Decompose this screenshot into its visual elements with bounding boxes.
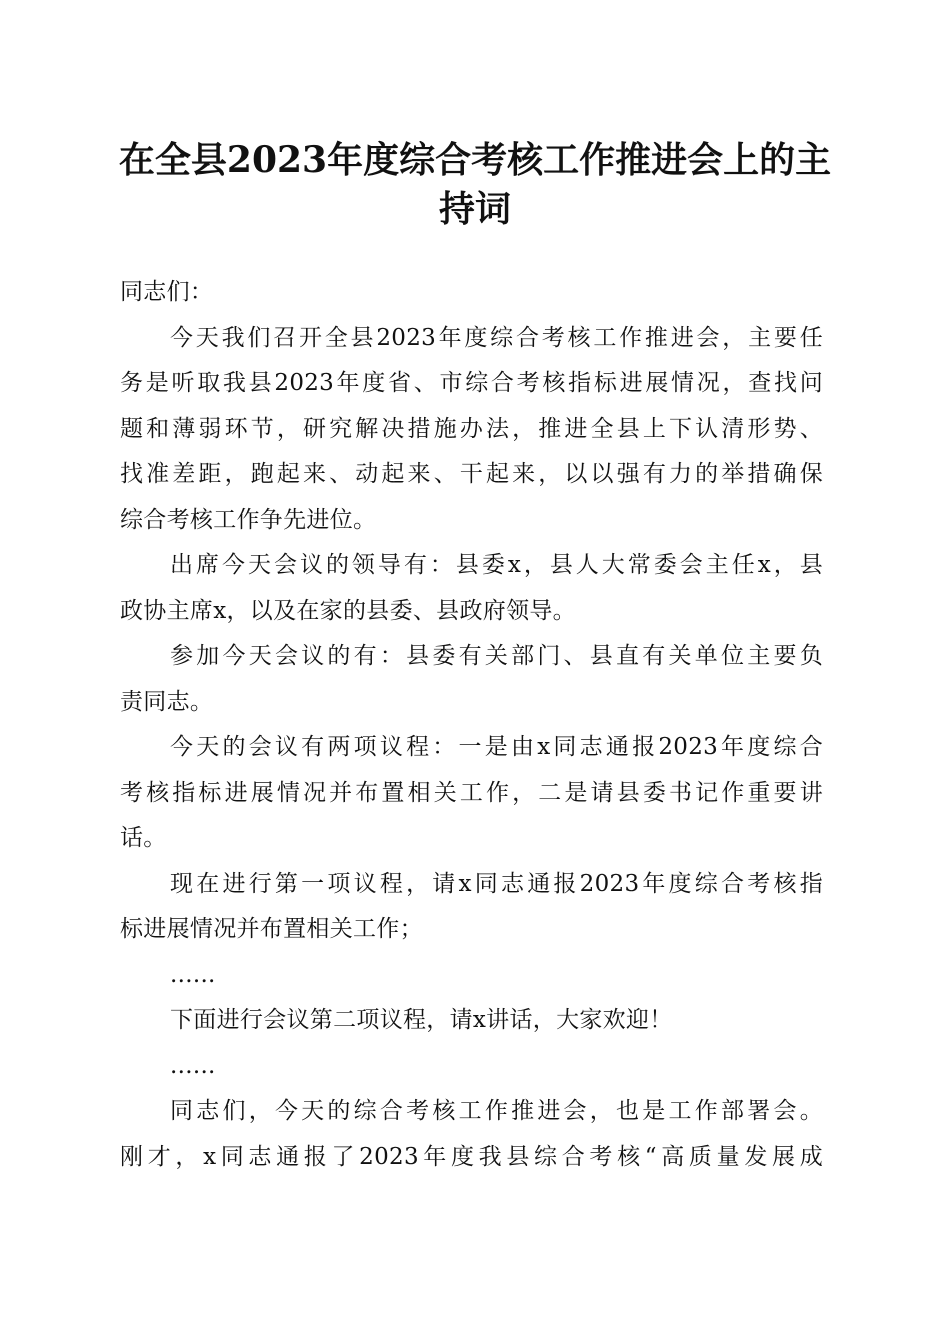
text-line: 话。 <box>120 825 167 851</box>
text-line: 刚才，x同志通报了2023年度我县综合考核“高质量发展成 <box>120 1143 823 1170</box>
text-line: 考核指标进展情况并布置相关工作，二是请县委书记作重要讲 <box>120 779 823 806</box>
text-line: 今天我们召开全县2023年度综合考核工作推进会，主要任 <box>170 324 823 351</box>
text-line: ...... <box>170 1052 216 1079</box>
document-body <box>120 270 823 1180</box>
text-line: 题和薄弱环节，研究解决措施办法，推进全县上下认清形势、 <box>120 415 823 442</box>
text-line: 责同志。 <box>120 688 214 715</box>
text-line: 参加今天会议的有：县委有关部门、县直有关单位主要负 <box>170 643 823 669</box>
text-line: 同志们： <box>120 279 214 305</box>
text-line: 今天的会议有两项议程：一是由x同志通报2023年度综合 <box>170 734 823 760</box>
text-line: 综合考核工作争先进位。 <box>120 506 377 533</box>
document-title: 在全县2023年度综合考核工作推进会上的主持词 <box>118 139 832 230</box>
text-line: 找准差距，跑起来、动起来、干起来，以以强有力的举措确保 <box>120 461 823 487</box>
text-line: 务是听取我县2023年度省、市综合考核指标进展情况，查找问 <box>120 370 823 396</box>
text-line: 政协主席x，以及在家的县委、县政府领导。 <box>120 597 576 624</box>
text-line: 标进展情况并布置相关工作； <box>120 916 423 942</box>
text-line: 出席今天会议的领导有：县委x，县人大常委会主任x，县 <box>170 552 823 578</box>
text-line: 同志们，今天的综合考核工作推进会，也是工作部署会。 <box>170 1098 823 1124</box>
text-line: 现在进行第一项议程，请x同志通报2023年度综合考核指 <box>170 870 823 897</box>
text-line: 下面进行会议第二项议程，请x讲话，大家欢迎！ <box>170 1007 673 1033</box>
text-line: ...... <box>170 961 216 988</box>
